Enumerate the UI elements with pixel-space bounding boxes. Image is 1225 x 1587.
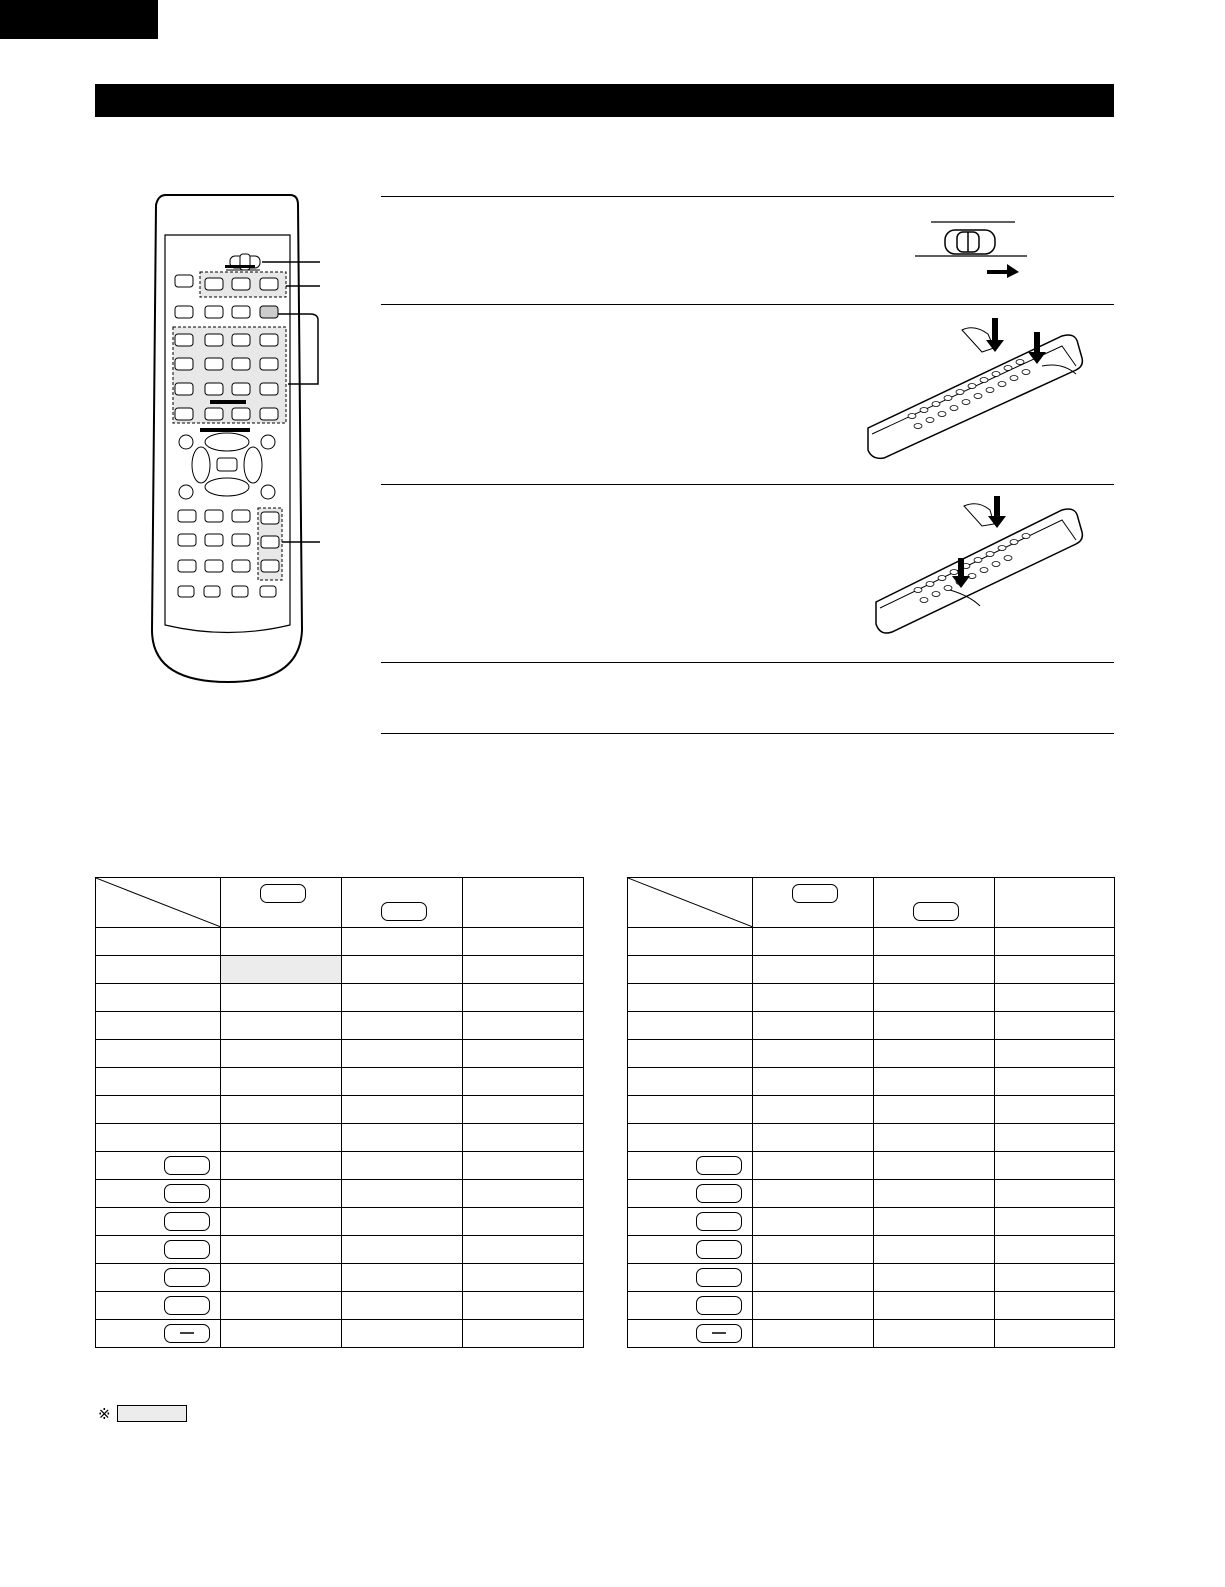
button-icon: [696, 1268, 742, 1287]
button-icon: [164, 1240, 210, 1259]
shaded-cell: [221, 956, 342, 984]
section-title-bar: [95, 84, 1114, 117]
header-cell: [995, 878, 1115, 928]
note-shaded-sample: [117, 1405, 187, 1422]
code-table-1: [95, 877, 584, 1348]
button-icon: [792, 884, 838, 903]
press-buttons-illustration-2: [870, 496, 1084, 638]
button-icon: [696, 1296, 742, 1315]
corner-cell: [628, 878, 753, 928]
step-divider: [381, 304, 1114, 305]
slide-switch-illustration: [915, 218, 1027, 278]
button-icon: [164, 1156, 210, 1175]
step-divider: [381, 733, 1114, 734]
button-icon: [696, 1156, 742, 1175]
corner-cell: [96, 878, 221, 928]
button-icon: [696, 1184, 742, 1203]
corner-tab: [0, 0, 158, 39]
header-cell: [342, 878, 463, 928]
diagonal-line: [628, 878, 753, 927]
button-icon: [381, 902, 427, 921]
button-icon: [164, 1296, 210, 1315]
header-cell: [753, 878, 874, 928]
header-cell: [874, 878, 995, 928]
button-icon: [260, 884, 306, 903]
step-divider: [381, 196, 1114, 197]
button-icon: [696, 1240, 742, 1259]
press-buttons-illustration: [862, 318, 1084, 460]
button-icon: [913, 902, 959, 921]
header-cell: [221, 878, 342, 928]
step-divider: [381, 484, 1114, 485]
diagonal-line: [96, 878, 221, 927]
minus-button-icon: [164, 1324, 210, 1343]
minus-button-icon: [696, 1324, 742, 1343]
button-icon: [164, 1268, 210, 1287]
button-icon: [164, 1212, 210, 1231]
header-cell: [463, 878, 584, 928]
step-divider: [381, 662, 1114, 663]
remote-control-illustration: [140, 190, 360, 690]
note-mark: ※: [98, 1406, 111, 1423]
button-icon: [696, 1212, 742, 1231]
code-table-2: [627, 877, 1115, 1348]
button-icon: [164, 1184, 210, 1203]
